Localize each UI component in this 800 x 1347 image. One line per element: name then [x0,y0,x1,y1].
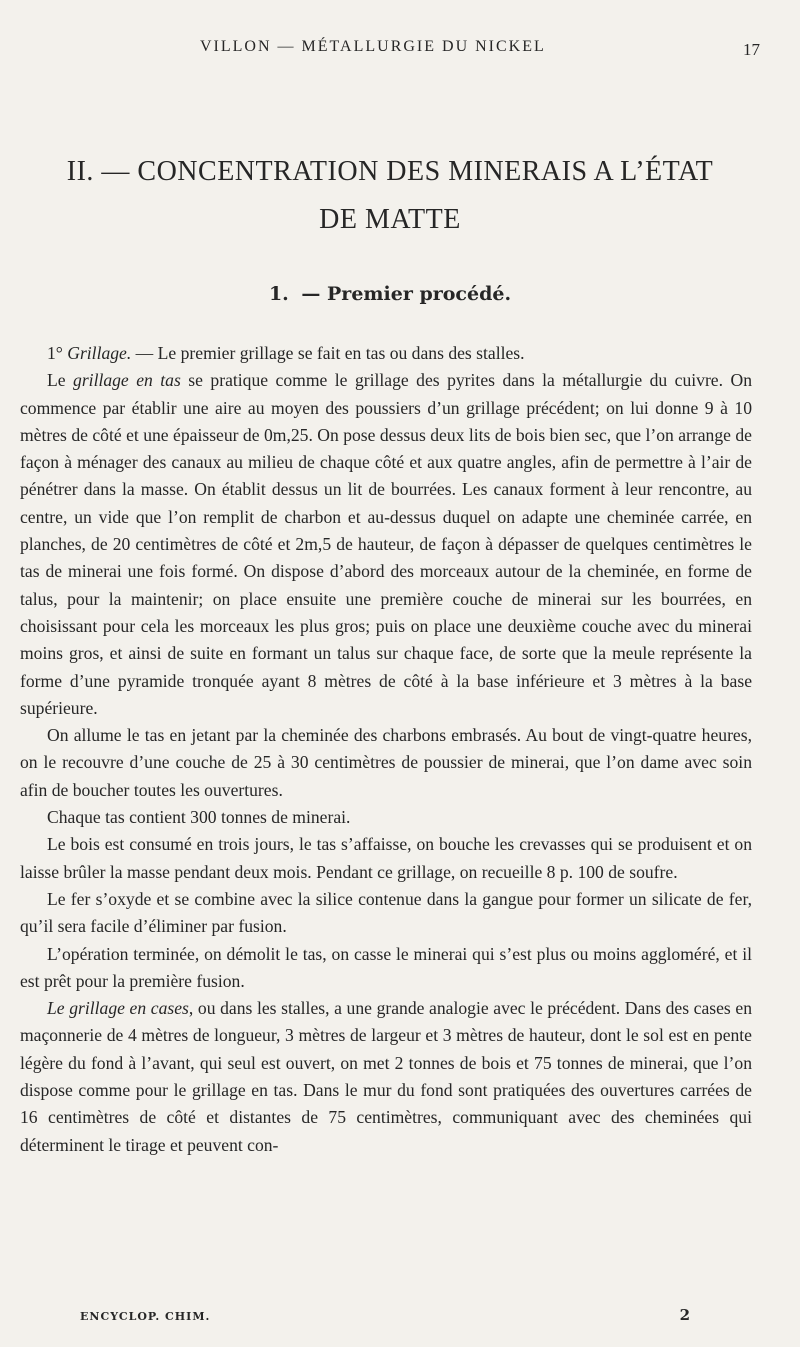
chapter-title-line-1: II. — CONCENTRATION DES MINERAIS A L’ÉTAT [66,156,714,187]
signature-number: 2 [679,1306,690,1324]
page-footer [70,1306,690,1330]
page-header [20,38,760,66]
paragraph: 1° Grillage. — Le premier grillage se fait en tas ou dans des stalles. [47,343,525,363]
page-number: 17 [743,40,760,59]
printer-signature: ENCYCLOP. CHIM. [80,1310,211,1323]
paragraph: Chaque tas contient 300 tonnes de minerai. [47,807,351,828]
paragraph: On allume le tas en jetant par la cheminée des charbons embrasés. Au bout de vingt-quatre heures, on le recouvre d’une couche de 25 à 30 centimètres de poussier de minerai, que l’on dame avec soin afin de boucher toutes les ouvertures. [20,725,752,800]
chapter-title-line-2: DE MATTE [319,204,461,235]
section-number: 1. [268,283,289,305]
paragraph: Le grillage en cases, ou dans les stalles, a une grande analogie avec le précédent. Dans des cases en maçonnerie de 4 mètres de longueur, 3 mètres de largeur et 3 mètres de hauteur, dont le sol est en pente légère du fond à l’avant, qui seul est ouvert, on met 2 tonnes de bois et 75 tonnes de minerai, que l’on dispose comme pour le grillage en tas. Dans le mur du fond sont pratiquées des ouvertures carrées de 16 centimètres de côté et distantes de 75 centimètres, communiquant avec des cheminées qui déterminent le tirage et peuvent con- [20,998,752,1155]
body-text [20,340,752,1159]
paragraph: Le grillage en tas se pratique comme le grillage des pyrites dans la métallurgie du cuivre. On commence par établir une aire au moyen des poussiers d’un grillage précédent; on lui donne 9 à 10 mètres de côté et une épaisseur de 0m,25. On pose dessus deux lits de bois bien sec, que l’on arrange de façon à ménager des canaux au milieu de chaque côté et aux quatre angles, afin de permettre à l’air de pénétrer dans la masse. On établit dessus un lit de bourrées. Les canaux forment à leur rencontre, au centre, un vide que l’on remplit de charbon et au-dessus duquel on adapte une cheminée carrée, en planches, de 20 centimètres de côté et 2m,5 de hauteur, de façon à dépasser de quelques centimètres le tas de minerai une fois formé. On dispose d’abord des morceaux autour de la cheminée, en forme de talus, pour la maintenir; on place ensuite une première couche de minerai sur les bourrées, en choisissant pour cela les morceaux les plus gros; puis on place une deuxième couche avec du minerai moins gros, et ainsi de suite en formant un talus sur chaque face, de sorte que la meule représente la forme d’une pyramide tronquée ayant 8 mètres de côté à la base inférieure et 3 mètres à la base supérieure. [20,370,752,718]
section-heading [20,283,760,305]
paragraph: Le bois est consumé en trois jours, le tas s’affaisse, on bouche les crevasses qui se produisent et on laisse brûler la masse pendant deux mois. Pendant ce grillage, on recueille 8 p. 100 de soufre. [20,834,752,882]
paragraph: Le fer s’oxyde et se combine avec la silice contenue dans la gangue pour former un silicate de fer, qu’il sera facile d’éliminer par fusion. [20,888,752,937]
chapter-title [20,148,760,244]
section-title: — Premier procédé. [301,283,512,305]
paragraph: L’opération terminée, on démolit le tas, on casse le minerai qui s’est plus ou moins aggloméré, et il est prêt pour la première fusion. [20,943,752,991]
running-title: VILLON — MÉTALLURGIE DU NICKEL [200,38,546,55]
